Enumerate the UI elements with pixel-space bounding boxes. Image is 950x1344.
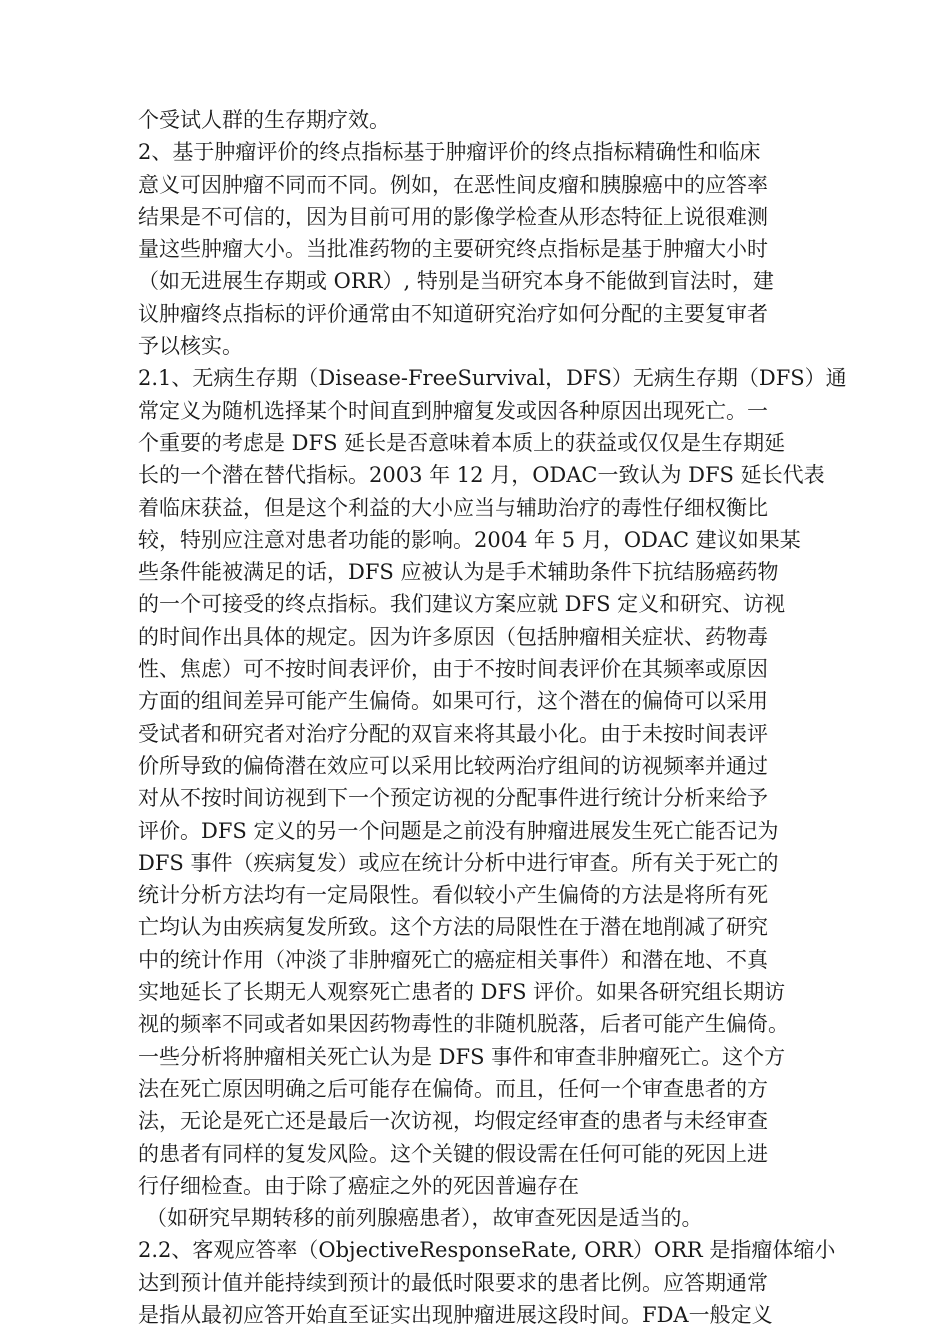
text-line: 结果是不可信的，因为目前可用的影像学检查从形态特征上说很难测 — [138, 204, 768, 229]
text-line: 法在死亡原因明确之后可能存在偏倚。而且，任何一个审查患者的方 — [138, 1076, 768, 1101]
text-line: 长的一个潜在替代指标。2003 年 12 月，ODAC一致认为 DFS 延长代表 — [138, 463, 825, 488]
text-line: DFS 事件（疾病复发）或应在统计分析中进行审查。所有关于死亡的 — [138, 850, 779, 875]
text-line: 受试者和研究者对治疗分配的双盲来将其最小化。由于未按时间表评 — [138, 721, 768, 746]
text-line: 量这些肿瘤大小。当批准药物的主要研究终点指标是基于肿瘤大小时 — [138, 237, 768, 262]
text-line: 行仔细检查。由于除了癌症之外的死因普遍存在 — [138, 1173, 579, 1198]
text-line: 议肿瘤终点指标的评价通常由不知道研究治疗如何分配的主要复审者 — [138, 301, 768, 326]
text-line: 评价。DFS 定义的另一个问题是之前没有肿瘤进展发生死亡能否记为 — [138, 818, 779, 843]
text-line: 视的频率不同或者如果因药物毒性的非随机脱落，后者可能产生偏倚。 — [138, 1012, 789, 1037]
text-line: 2.2、客观应答率（ObjectiveResponseRate, ORR）ORR 是指瘤体缩小 — [138, 1238, 836, 1263]
text-line: 性、焦虑）可不按时间表评价，由于不按时间表评价在其频率或原因 — [138, 657, 768, 682]
text-line: 意义可因肿瘤不同而不同。例如，在恶性间皮瘤和胰腺癌中的应答率 — [138, 172, 768, 197]
text-line: 亡均认为由疾病复发所致。这个方法的局限性在于潜在地削减了研究 — [138, 915, 768, 940]
text-line: 较，特别应注意对患者功能的影响。2004 年 5 月，ODAC 建议如果某 — [138, 527, 801, 552]
text-line: 个受试人群的生存期疗效。 — [138, 108, 390, 132]
text-line: 中的统计作用（冲淡了非肿瘤死亡的癌症相关事件）和潜在地、不真 — [138, 947, 768, 972]
text-line: 的一个可接受的终点指标。我们建议方案应就 DFS 定义和研究、访视 — [138, 592, 786, 617]
text-line: 予以核实。 — [138, 334, 243, 359]
text-line: 的时间作出具体的规定。因为许多原因（包括肿瘤相关症状、药物毒 — [138, 624, 768, 649]
text-line: 一些分析将肿瘤相关死亡认为是 DFS 事件和审查非肿瘤死亡。这个方 — [138, 1044, 786, 1069]
body-text — [138, 104, 847, 1331]
text-line: 2、基于肿瘤评价的终点指标基于肿瘤评价的终点指标精确性和临床 — [138, 140, 761, 165]
text-line: 的患者有同样的复发风险。这个关键的假设需在任何可能的死因上进 — [138, 1141, 768, 1166]
text-line: （如研究早期转移的前列腺癌患者），故审查死因是适当的。 — [146, 1206, 703, 1231]
text-line: 是指从最初应答开始直至证实出现肿瘤进展这段时间。FDA一般定义 — [138, 1302, 773, 1327]
text-line: 达到预计值并能持续到预计的最低时限要求的患者比例。应答期通常 — [138, 1270, 768, 1295]
text-line: 法，无论是死亡还是最后一次访视，均假定经审查的患者与未经审查 — [138, 1109, 768, 1134]
text-line: 个重要的考虑是 DFS 延长是否意味着本质上的获益或仅仅是生存期延 — [138, 430, 786, 455]
text-line: 2.1、无病生存期（Disease-FreeSurvival，DFS）无病生存期（DFS）通 — [138, 366, 847, 391]
text-line: 对从不按时间访视到下一个预定访视的分配事件进行统计分析来给予 — [138, 786, 768, 811]
text-line: （如无进展生存期或 ORR）, 特别是当研究本身不能做到盲法时，建 — [138, 269, 774, 294]
text-line: 些条件能被满足的话，DFS 应被认为是手术辅助条件下抗结肠癌药物 — [138, 560, 779, 585]
text-line: 常定义为随机选择某个时间直到肿瘤复发或因各种原因出现死亡。一 — [138, 398, 768, 423]
text-line: 方面的组间差异可能产生偏倚。如果可行，这个潜在的偏倚可以采用 — [138, 689, 768, 714]
text-line: 统计分析方法均有一定局限性。看似较小产生偏倚的方法是将所有死 — [138, 883, 768, 908]
text-line: 价所导致的偏倚潜在效应可以采用比较两治疗组间的访视频率并通过 — [138, 753, 768, 778]
text-line: 实地延长了长期无人观察死亡患者的 DFS 评价。如果各研究组长期访 — [138, 980, 786, 1005]
text-line: 着临床获益，但是这个利益的大小应当与辅助治疗的毒性仔细权衡比 — [138, 495, 768, 520]
